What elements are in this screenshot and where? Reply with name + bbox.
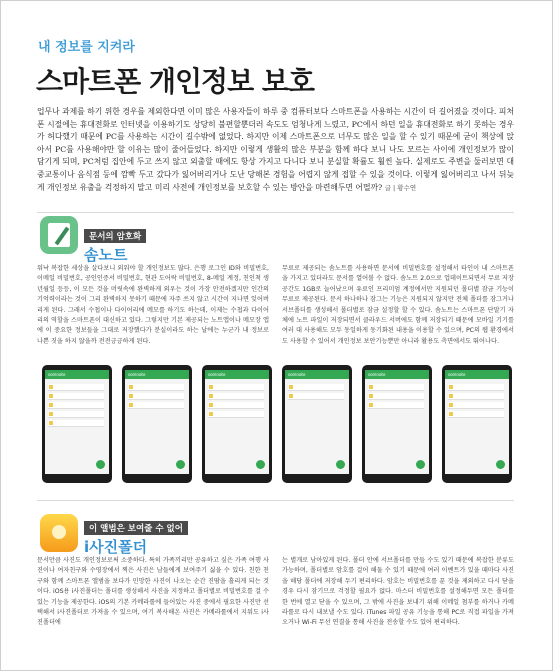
sun-icon — [52, 525, 66, 539]
app-bar: somnote — [205, 370, 269, 379]
app-name: i사진폴더 — [84, 538, 148, 556]
divider — [37, 212, 514, 213]
somnote-right-column: 무료로 제공되는 솜노트를 사용하면 문서에 비밀번호를 설정해서 타인이 내 스마트폰을 가지고 있더라도 문서를 열어볼 수 없다. 솜노트 2.0으로 업데이트되면서 무료 저장 공간도 1GB로 늘어났으며 유료인 프리미엄 계정에서만 지원되던 폴더별 잠금 기능이 무료로 제공된다. 문서 하나하나 잠그는 기능은 지원되지 않지만 전체 폴더를 잠그거나 서브폴더를 생성해서 폴더별로 잠금 설정할 할 수 있다. 솜노트는 스마트폰 단말기 자체에 노트 파일이 저장되면서 클라우드 서버에도 함께 저장되기 때문에 모바일 기기를 여러 대 사용해도 모두 동일하게 동기화된 내용을 이용할 수 있으며, PC의 웹 환경에서도 사용할 수 있어서 개인정보 보안기능뿐만 아니라 활용도 측면에서도 뛰어나다. — [282, 265, 514, 345]
phone-screenshot — [362, 365, 432, 483]
phone-screenshot — [122, 365, 192, 483]
phone-screenshot — [282, 365, 352, 483]
app-name: 솜노트 — [84, 246, 128, 264]
somnote-left-column: 워낙 복잡한 세상을 살다보니 외워야 할 개인정보도 많다. 은행 로그인 ID와 비밀번호, 이메일 비밀번호, 공인인증서 비밀번호, 현관 도어락 비밀번호, 8-메일 계정, 친인척 생년월일 등등, 이 모든 것을 머릿속에 완벽하게 외우는 것이 가장 안전하겠지만 인간의 기억력이라는 것이 그리 완벽하지 못하기 때문에 자주 쓰지 않고 시간이 지나면 잊어버리게 된다. 그래서 수첩이나 다이어리에 메모를 하기도 하는데, 이제는 수첩과 다이어리의 역할을 스마트폰이 대신하고 있다. 그렇지만 기본 제공되는 노트앱이나 메모장 앱에 이 중요한 정보들을 그대로 저장했다가 분실이라도 하는 날에는 누군가 내 정보로 나쁜 짓을 하지 않을까 전전긍긍하게 된다. — [37, 265, 269, 345]
phone-screenshot — [42, 365, 112, 483]
app-header-somnote — [84, 224, 146, 265]
photo-folder-app-icon — [40, 514, 78, 552]
app-header-photo-folder — [84, 516, 188, 557]
article-title: 스마트폰 개인정보 보호 — [36, 65, 314, 98]
app-bar: somnote — [285, 370, 349, 379]
app-bar: somnote — [125, 370, 189, 379]
screenshot-strip — [42, 365, 512, 483]
photo-folder-left-column: 문서만큼 사진도 개인정보로써 소중하다. 특히 가족끼리만 공유하고 싶은 가족 여행 사진이나 여자친구와 수영장에서 찍은 사진은 남들에게 보여주기 싫을 수 있다. 친한 친구와 함께 스마트폰 앨범을 보다가 민망한 사진이 나오는 순간 진땀을 흘리게 되는 것이다. iOS용 i사진폴더는 폴더를 생성해서 사진을 지정하고 폴더별로 비밀번호를 걸 수 있는 기능을 제공한다. iOS의 기본 카메라롤에 들어있는 사진 중에서 필요한 사진만 선택해서 i사진폴더로 가져올 수 있으며, 여기 복사해온 사진은 카메라롤에서 지워도 i사진폴더에 — [37, 557, 269, 627]
app-bar: somnote — [45, 370, 109, 379]
section-tag: 내 정보를 지켜라 — [38, 40, 135, 55]
memo-app-icon — [40, 216, 78, 254]
intro-text: 업무나 과제를 하기 위한 경우를 제외한다면 이미 많은 사용자들이 하루 중 컴퓨터보다 스마트폰을 사용하는 시간이 더 길어졌을 것이다. 피처폰 시절에는 휴대전화로 인터넷을 이용하기도 상당히 불편할뿐더러 속도도 엄청나게 느렸고, PC에서 하던 일을 휴대전화로 하기 못하는 경우가 허다했기 때문에 PC를 사용하는 시간이 길수밖에 없었다. 하지만 이제 스마트폰으로 너무도 많은 일을 할 수 있기 때문에 굳이 책상에 앉아서 PC를 사용해야만 할 이유는 많이 줄어들었다. 하지만 이렇게 생활의 많은 부분을 함께 하다 보니 나도 모르는 사이에 개인정보가 많이 담기게 되며, PC처럼 집안에 두고 쓰지 않고 외출할 때에도 항상 가지고 다니다 보니 분실할 확률도 훨씬 높다. 실제로도 주변을 둘러보면 대중교통이나 음식점 등에 깜빡 두고 갔다가 잃어버리거나 도난 당해본 경험을 어렵지 않게 접할 수 있을 것이다. 이렇게 잃어버리고 나서 뒤늦게 개인정보 유출을 걱정하지 말고 미리 사전에 개인정보를 보호할 수 있는 방안을 마련해두면 어떨까? — [37, 107, 514, 192]
phone-screenshot — [202, 365, 272, 483]
app-subtitle: 이 앨범은 보여줄 수 없어 — [84, 521, 188, 535]
byline: 글 | 황수연 — [384, 183, 417, 192]
intro-paragraph — [37, 106, 514, 194]
app-bar: somnote — [445, 370, 509, 379]
phone-screenshot — [442, 365, 512, 483]
app-bar: somnote — [365, 370, 429, 379]
photo-folder-right-column: 는 별개로 남아있게 된다. 폴더 안에 서브폴더를 만들 수도 있기 때문에 복잡한 분류도 가능하며, 폴더별로 암호를 걸어 해둘 수 있기 때문에 여러 이벤트가 있을 때마다 사진을 해당 폴더에 저장해 두기 편리하다. 암호는 비밀번호를 푼 것을 제외하고 다시 닫을 경우 다시 잠기므로 걱정할 필요가 없다. 마스터 비밀번호를 설정해두면 모든 폴더를 한 번에 열고 닫을 수 있으며, 그 밖에 사진을 보내기 위해 이메일 첨부를 하거나 카메라롤로 다시 내보낼 수도 있다. iTunes 파일 공유 기능을 통해 PC로 직접 파일을 가져오거나 Wi-Fi 무선 연결을 통해 사진을 전송할 수도 있어 편리하다. — [282, 557, 514, 627]
app-subtitle: 문서의 암호화 — [84, 229, 146, 243]
divider — [37, 500, 514, 501]
